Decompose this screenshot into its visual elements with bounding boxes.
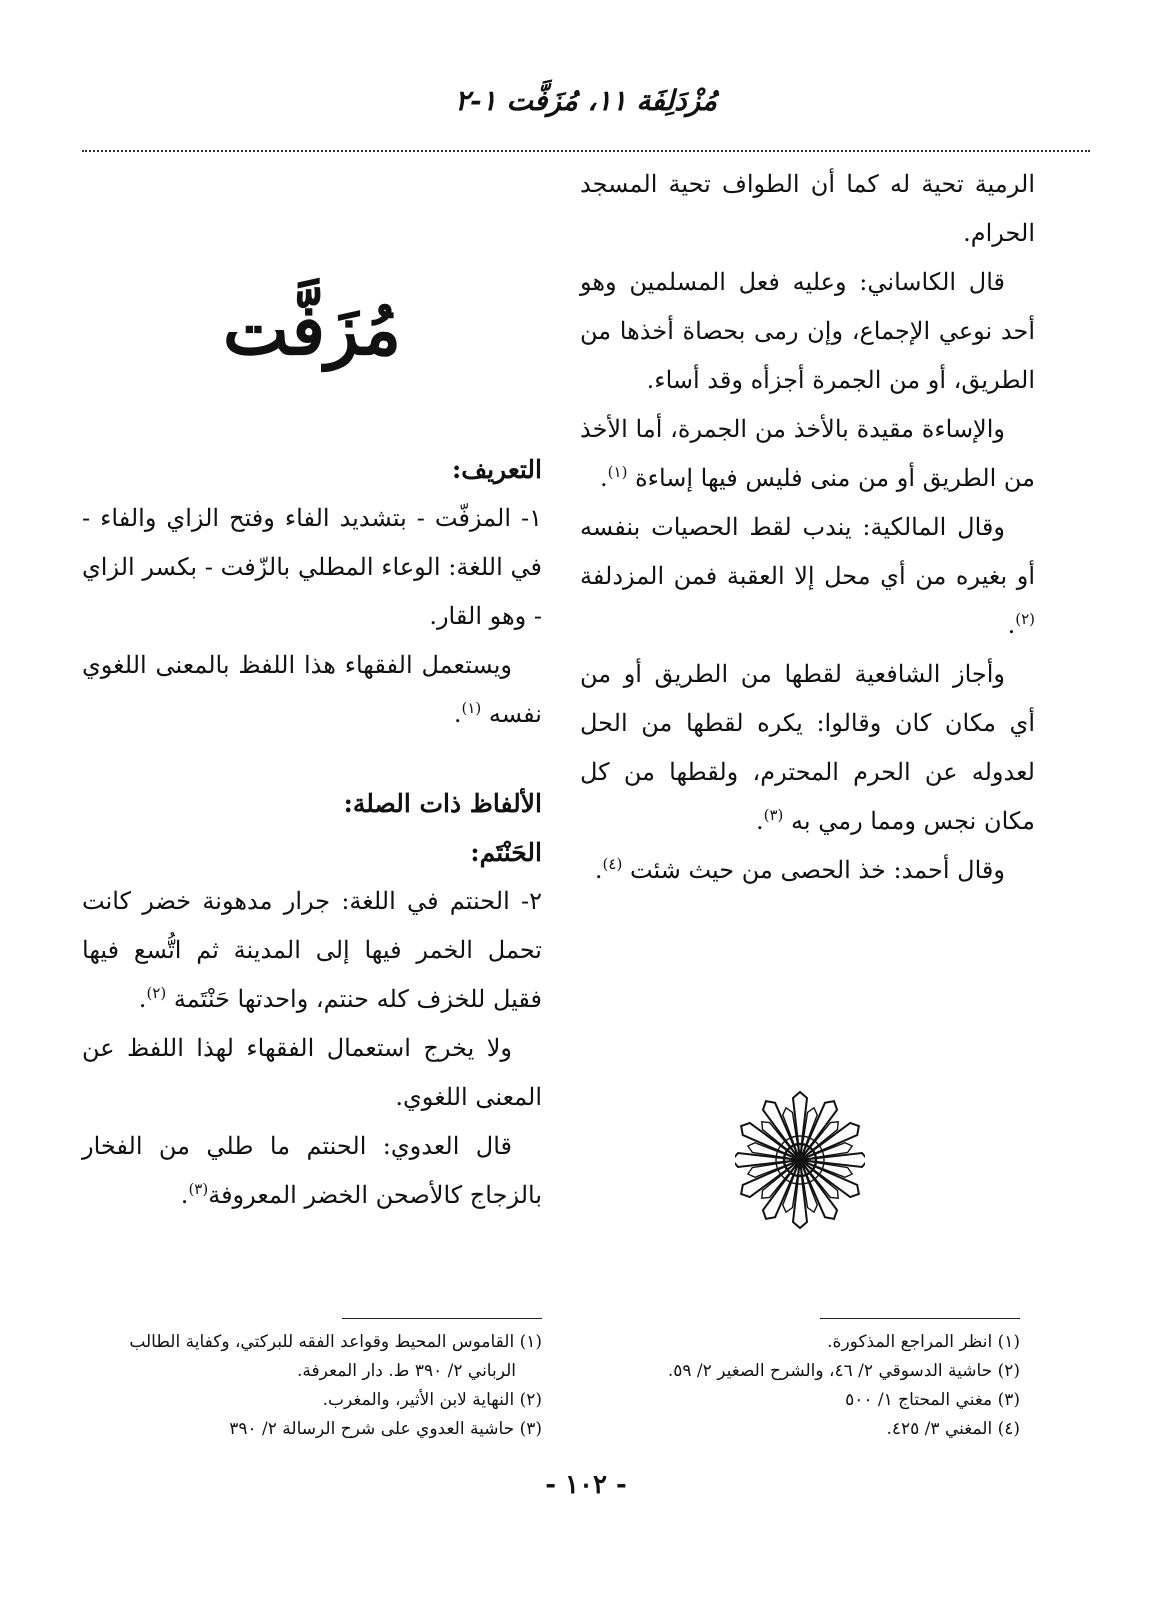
- header-divider: [82, 150, 1090, 152]
- section-heading: التعريف:: [451, 455, 542, 484]
- footnote-ref: (٢): [1015, 610, 1035, 628]
- footnote: (١) القاموس المحيط وقواعد الفقه للبركتي، وكفاية الطالب: [129, 1332, 542, 1352]
- right-column: [580, 160, 1035, 895]
- paragraph: ٢- الحنتم في اللغة: جرار مدهونة خضر كانت تحمل الخمر فيها إلى المدينة ثم اتُّسع فيها فقيل للخزف كله حنتم، واحدتها حَنْتَمة $^{(٢)}$.: [82, 887, 542, 1013]
- paragraph: قال الكاساني: وعليه فعل المسلمين وهو أحد نوعي الإجماع، وإن رمى بحصاة أخذها من الطريق، أو من الجمرة أجزأه وقد أساء.: [580, 268, 1035, 394]
- paragraph: والإساءة مقيدة بالأخذ من الجمرة، أما الأخذ من الطريق أو من منى فليس فيها إساءة $^{(١)}$.: [580, 415, 1035, 492]
- footnote-divider-right: [820, 1318, 1020, 1319]
- footnote: (٤) المغني ٣/ ٤٢٥.: [886, 1419, 1020, 1439]
- paragraph: وقال أحمد: خذ الحصى من حيث شئت $^{(٤)}$.: [594, 855, 1005, 884]
- footnotes-left: [82, 1328, 542, 1444]
- footnote: (٢) حاشية الدسوقي ٢/ ٤٦، والشرح الصغير ٢/ ٥٩.: [667, 1361, 1020, 1381]
- page-number: - ١٠٢ -: [545, 1470, 627, 1500]
- footnote: (١) انظر المراجع المذكورة.: [827, 1332, 1020, 1352]
- paragraph: الرمية تحية له كما أن الطواف تحية المسجد الحرام.: [580, 170, 1035, 247]
- footnote: (٣) حاشية العدوي على شرح الرسالة ٢/ ٣٩٠: [229, 1419, 542, 1439]
- footnotes-right: [600, 1328, 1020, 1444]
- paragraph: ولا يخرج استعمال الفقهاء لهذا اللفظ عن المعنى اللغوي.: [82, 1034, 542, 1111]
- footnote-divider-left: [342, 1318, 542, 1319]
- term-heading: الحَنْتَم:: [470, 838, 542, 867]
- paragraph: ويستعمل الفقهاء هذا اللفظ بالمعنى اللغوي نفسه $^{(١)}$.: [82, 651, 542, 728]
- entry-title: مُزَفَّت: [222, 288, 402, 371]
- paragraph: قال العدوي: الحنتم ما طلي من الفخار بالزجاج كالأصحن الخضر المعروفة$^{(٣)}$.: [82, 1132, 542, 1209]
- footnote-ref: (٢): [146, 984, 167, 1002]
- section-heading: الألفاظ ذات الصلة:: [343, 789, 542, 818]
- paragraph: ١- المزفّت - بتشديد الفاء وفتح الزاي والفاء - في اللغة: الوعاء المطلي بالزّفت - بكسر الزاي - وهو القار.: [82, 504, 542, 630]
- star-ornament-icon: [735, 1090, 865, 1230]
- spacer: [82, 739, 542, 779]
- footnote-ref: (٣): [188, 1180, 209, 1198]
- paragraph: وقال المالكية: يندب لقط الحصيات بنفسه أو بغيره من أي محل إلا العقبة فمن المزدلفة $^{(٢)}$.: [580, 513, 1035, 639]
- footnote-ref: (٤): [602, 855, 623, 873]
- footnote-ref: (٣): [763, 806, 784, 824]
- footnote: (٢) النهاية لابن الأثير، والمغرب.: [322, 1390, 542, 1410]
- paragraph: وأجاز الشافعية لقطها من الطريق أو من أي مكان كان وقالوا: يكره لقطها من الحل لعدوله عن الحرم المحترم، ولقطها من كل مكان نجس ومما رمي به $^{(٣)}$.: [580, 660, 1035, 835]
- footnote-ref: (١): [461, 699, 482, 717]
- footnote: (٣) مغني المحتاج ١/ ٥٠٠: [845, 1390, 1020, 1410]
- footnote-ref: (١): [607, 463, 628, 481]
- left-column: [82, 160, 542, 1220]
- footnote-continuation: الرباني ٢/ ٣٩٠ ط. دار المعرفة.: [297, 1361, 516, 1381]
- running-head: مُزْدَلِفَة ١١، مُزَفَّت ١-٢: [454, 84, 718, 117]
